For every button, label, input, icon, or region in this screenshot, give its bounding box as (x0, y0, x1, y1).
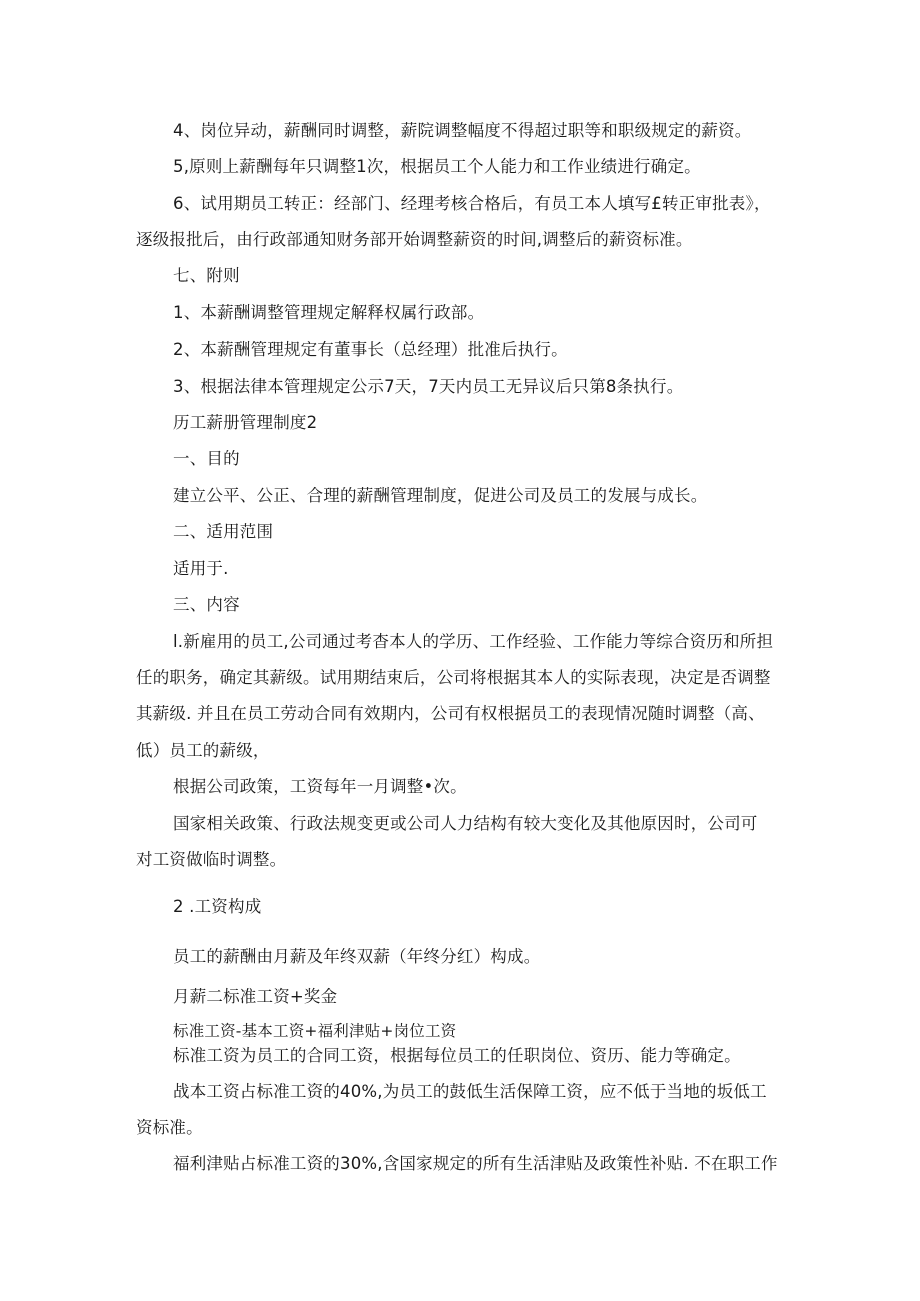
paragraph-line: 战本工资占标准工资的40%,为员工的鼓低生活保障工资，应不低于当地的坂低工 (173, 1082, 767, 1101)
paragraph-line: 员工的薪酬由月薪及年终双薪（年终分红）构成。 (173, 947, 541, 966)
paragraph-line: 6、试用期员工转正：经部门、经理考核合格后，有员工本人填写£转正审批表》， (173, 194, 771, 213)
document-title: 历工薪册管理制度2 (173, 413, 318, 432)
paragraph-line: 福利津贴占标准工资的30%,含国家规定的所有生活津贴及政策性补贴. 不在职工作 (173, 1154, 778, 1173)
paragraph-line: 建立公平、公正、合理的薪酬管理制度，促进公司及员工的发展与成长。 (173, 486, 708, 505)
section-heading: 七、附则 (173, 266, 240, 285)
section-heading: 一、目的 (173, 449, 240, 468)
paragraph-line: 5,原则上薪酬每年只调整1次，根据员工个人能力和工作业绩进行确定。 (173, 157, 701, 176)
paragraph-line: 2、本薪酬管理规定有董事长（总经理）批准后执行。 (173, 340, 568, 359)
paragraph-line: 任的职务，确定其薪级。试用期结束后，公司将根据其本人的实际表现，决定是否调整 (136, 668, 771, 687)
section-heading: 二、适用范围 (173, 522, 274, 541)
paragraph-line: 3、根据法律本管理规定公示7天，7天内员工无异议后只第8条执行。 (173, 377, 684, 396)
paragraph-line: 标准工资-基本工资+福利津贴+岗位工资 (173, 1022, 457, 1040)
paragraph-line: 1、本薪酬调整管理规定解释权属行政部。 (173, 303, 485, 322)
paragraph-line: l.新雇用的员工,公司通过考杳本人的学历、工作经验、工作能力等综合资历和所担 (173, 632, 774, 651)
paragraph-line: 月薪二标准工资+奖金 (173, 987, 338, 1006)
paragraph-line: 低）员工的薪级， (136, 741, 270, 760)
paragraph-line: 逐级报批后，由行政部通知财务部开始调整薪资的时间,调整后的薪资标准。 (136, 230, 693, 249)
paragraph-line: 标准工资为员工的合同工资，根据每位员工的任职岗位、资历、能力等确定。 (173, 1046, 741, 1065)
paragraph-line: 根据公司政策，工资每年一月调整•次。 (173, 777, 467, 796)
paragraph-line: 对工资做临时调整。 (136, 850, 287, 869)
paragraph-line: 资标准。 (136, 1118, 203, 1137)
paragraph-line: 国家相关政策、行政法规变更或公司人力结构有较大变化及其他原因时，公司可 (173, 814, 758, 833)
section-heading: 2 .工资构成 (173, 897, 262, 916)
paragraph-line: 4、岗位异动，薪酬同时调整，薪院调整幅度不得超过职等和职级规定的薪资。 (173, 121, 752, 140)
section-heading: 三、内容 (173, 595, 240, 614)
paragraph-line: 其薪级. 并且在员工劳动合同有效期内，公司有权根据员工的表现情况随时调整（高、 (136, 704, 765, 723)
paragraph-line: 适用于. (173, 559, 229, 578)
